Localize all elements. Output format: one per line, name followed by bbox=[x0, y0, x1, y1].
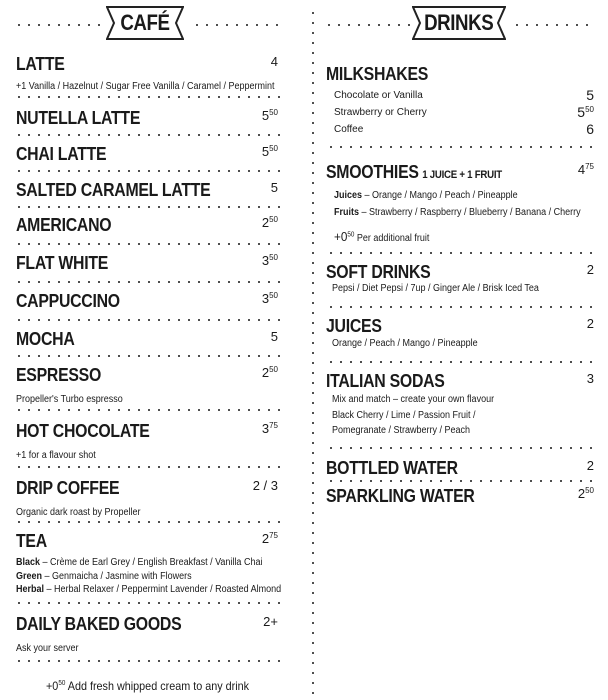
menu-item-soft-drinks bbox=[326, 262, 594, 302]
tea-type: Black bbox=[16, 557, 41, 568]
tea-list: – Crème de Earl Grey / English Breakfast / Vanilla Chai bbox=[40, 557, 263, 568]
divider bbox=[14, 96, 282, 98]
item-name: HOT CHOCOLATE bbox=[16, 421, 150, 441]
menu-item bbox=[16, 614, 278, 674]
item-description: Ask your server bbox=[16, 643, 79, 654]
menu-item bbox=[16, 531, 282, 595]
divider bbox=[326, 361, 596, 363]
item-name: DAILY BAKED GOODS bbox=[16, 614, 182, 634]
smoothie-fruits bbox=[334, 207, 581, 218]
item-name: JUICES bbox=[326, 316, 382, 336]
divider bbox=[14, 319, 282, 321]
item-price: 2 bbox=[586, 316, 594, 331]
divider bbox=[326, 146, 596, 148]
price: 5 bbox=[577, 104, 586, 120]
milkshake-row bbox=[334, 87, 594, 103]
price-cents: 50 bbox=[269, 291, 278, 300]
item-name: SPARKLING WATER bbox=[326, 486, 475, 506]
divider bbox=[326, 252, 596, 254]
item-description: Pomegranate / Strawberry / Peach bbox=[332, 425, 471, 436]
item-name: SALTED CARAMEL LATTE bbox=[16, 180, 211, 200]
item-name: MOCHA bbox=[16, 329, 75, 349]
item-price bbox=[253, 478, 278, 493]
tea-type: Green bbox=[16, 570, 43, 582]
item-price bbox=[271, 180, 278, 195]
row-price bbox=[577, 104, 594, 120]
fruits-list: – Strawberry / Raspberry / Blueberry / Banana / Cherry bbox=[359, 207, 581, 218]
item-name: CAPPUCCINO bbox=[16, 291, 120, 311]
price: 3 bbox=[261, 291, 270, 306]
price: 5 bbox=[270, 180, 278, 195]
item-price bbox=[262, 215, 278, 230]
drinks-banner bbox=[412, 6, 506, 40]
tea-type: Herbal bbox=[16, 584, 45, 595]
item-price bbox=[262, 531, 278, 546]
item-price bbox=[262, 144, 278, 159]
menu-item-bottled-water bbox=[326, 458, 594, 480]
smoothie-juices bbox=[334, 190, 518, 201]
tea-variety bbox=[16, 571, 192, 582]
price-cents: 75 bbox=[269, 531, 278, 540]
tea-variety bbox=[16, 557, 262, 568]
price: 5 bbox=[586, 87, 594, 103]
price: 5 bbox=[261, 108, 270, 123]
menu-item-italian-sodas bbox=[326, 371, 594, 441]
item-name: NUTELLA LATTE bbox=[16, 108, 141, 128]
price: 2 / 3 bbox=[252, 478, 278, 493]
price: 5 bbox=[261, 144, 270, 159]
juices-label: Juices bbox=[334, 190, 363, 201]
item-name: DRIP COFFEE bbox=[16, 478, 120, 498]
cafe-heading: CAFÉ bbox=[120, 10, 170, 35]
item-price bbox=[262, 421, 278, 436]
row-price bbox=[586, 87, 594, 103]
price: 2 bbox=[577, 486, 586, 501]
drinks-heading: DRINKS bbox=[424, 10, 494, 35]
smoothie-extra bbox=[334, 229, 429, 244]
item-name: SOFT DRINKS bbox=[326, 262, 431, 282]
divider bbox=[326, 447, 596, 449]
price: 3 bbox=[261, 253, 270, 268]
price: 2 bbox=[261, 215, 270, 230]
menu-item-milkshakes bbox=[326, 64, 594, 144]
item-name: ITALIAN SODAS bbox=[326, 371, 445, 391]
divider bbox=[14, 355, 282, 357]
divider bbox=[192, 24, 282, 26]
item-price: 3 bbox=[586, 371, 594, 386]
divider bbox=[14, 243, 282, 245]
cafe-banner bbox=[106, 6, 184, 40]
item-description: Orange / Peach / Mango / Pineapple bbox=[332, 338, 478, 349]
divider bbox=[14, 170, 282, 172]
price: 3 bbox=[261, 421, 270, 436]
milkshake-row bbox=[334, 104, 594, 120]
fruits-label: Fruits bbox=[334, 207, 360, 218]
item-description: Propeller's Turbo espresso bbox=[16, 394, 123, 405]
item-name: BOTTLED WATER bbox=[326, 458, 458, 478]
divider bbox=[14, 660, 282, 662]
divider bbox=[14, 206, 282, 208]
item-price: 2 bbox=[586, 458, 594, 473]
item-name: ESPRESSO bbox=[16, 365, 102, 385]
item-description: +1 for a flavour shot bbox=[16, 450, 96, 461]
item-price bbox=[263, 614, 278, 629]
item-price bbox=[262, 291, 278, 306]
menu-item bbox=[16, 421, 278, 481]
menu-item-juices bbox=[326, 316, 594, 356]
price: 6 bbox=[586, 121, 594, 137]
item-name: LATTE bbox=[16, 54, 65, 74]
divider bbox=[14, 24, 104, 26]
item-description: +1 Vanilla / Hazelnut / Sugar Free Vanilla / Caramel / Peppermint bbox=[16, 81, 275, 92]
menu-item bbox=[16, 54, 278, 114]
item-description: Black Cherry / Lime / Passion Fruit / bbox=[332, 410, 476, 421]
tea-list: – Herbal Relaxer / Peppermint Lavender / Roasted Almond bbox=[44, 584, 282, 595]
extra-price: +0 bbox=[334, 229, 348, 244]
price-cents: 50 bbox=[269, 253, 278, 262]
divider bbox=[324, 24, 410, 26]
tea-variety bbox=[16, 584, 281, 595]
divider bbox=[14, 521, 282, 523]
item-name-text: SMOOTHIES bbox=[326, 162, 419, 182]
row-label: Coffee bbox=[334, 124, 364, 135]
item-price bbox=[578, 486, 594, 501]
item-price bbox=[271, 329, 278, 344]
juices-list: – Orange / Mango / Peach / Pineapple bbox=[362, 190, 518, 201]
milkshake-row bbox=[334, 121, 594, 137]
column-divider bbox=[312, 8, 314, 698]
item-description: Organic dark roast by Propeller bbox=[16, 507, 141, 518]
divider bbox=[14, 602, 282, 604]
item-description: Pepsi / Diet Pepsi / 7up / Ginger Ale / Brisk Iced Tea bbox=[332, 283, 539, 294]
item-price: 2 bbox=[586, 262, 594, 277]
divider bbox=[326, 480, 596, 482]
menu-item-smoothies bbox=[326, 162, 594, 246]
price: 4 bbox=[577, 162, 586, 177]
item-name: CHAI LATTE bbox=[16, 144, 107, 164]
item-name: AMERICANO bbox=[16, 215, 112, 235]
price: 2 bbox=[261, 531, 270, 546]
item-description: Mix and match – create your own flavour bbox=[332, 394, 495, 405]
tea-list: – Genmaicha / Jasmine with Flowers bbox=[42, 570, 192, 582]
price: 4 bbox=[270, 54, 278, 69]
footer-price: +0 bbox=[46, 679, 59, 693]
row-label: Strawberry or Cherry bbox=[334, 107, 427, 118]
item-price bbox=[262, 253, 278, 268]
divider bbox=[512, 24, 596, 26]
item-name: MILKSHAKES bbox=[326, 64, 429, 84]
menu-item-sparkling-water bbox=[326, 486, 594, 508]
menu-item bbox=[16, 365, 278, 425]
divider bbox=[326, 306, 596, 308]
menu-item bbox=[16, 478, 278, 538]
price-cents: 50 bbox=[269, 365, 278, 374]
item-name bbox=[326, 162, 502, 183]
item-price bbox=[578, 162, 594, 177]
item-name: FLAT WHITE bbox=[16, 253, 109, 273]
divider bbox=[14, 466, 282, 468]
price-cents: 50 bbox=[269, 144, 278, 153]
extra-price-cents: 50 bbox=[347, 231, 355, 239]
price-cents: 50 bbox=[269, 215, 278, 224]
price-cents: 50 bbox=[269, 108, 278, 117]
price: 5 bbox=[270, 329, 278, 344]
divider bbox=[14, 134, 282, 136]
price-cents: 75 bbox=[585, 162, 594, 171]
item-tag: 1 JUICE + 1 FRUIT bbox=[422, 169, 502, 181]
divider bbox=[14, 409, 282, 411]
price-cents: 75 bbox=[269, 421, 278, 430]
divider bbox=[14, 281, 282, 283]
price-cents: 50 bbox=[585, 486, 594, 495]
row-label: Chocolate or Vanilla bbox=[334, 90, 423, 101]
row-price bbox=[586, 121, 594, 137]
item-name: TEA bbox=[16, 531, 47, 551]
price-cents: 50 bbox=[585, 105, 594, 114]
item-price bbox=[262, 108, 278, 123]
extra-text: Per additional fruit bbox=[354, 233, 430, 244]
item-price bbox=[262, 365, 278, 380]
price: 2 bbox=[261, 365, 270, 380]
whipped-cream-note bbox=[46, 679, 249, 693]
footer-price-cents: 50 bbox=[58, 680, 66, 687]
item-price bbox=[271, 54, 278, 69]
price: 2+ bbox=[263, 614, 278, 629]
footer-text: Add fresh whipped cream to any drink bbox=[65, 679, 250, 693]
